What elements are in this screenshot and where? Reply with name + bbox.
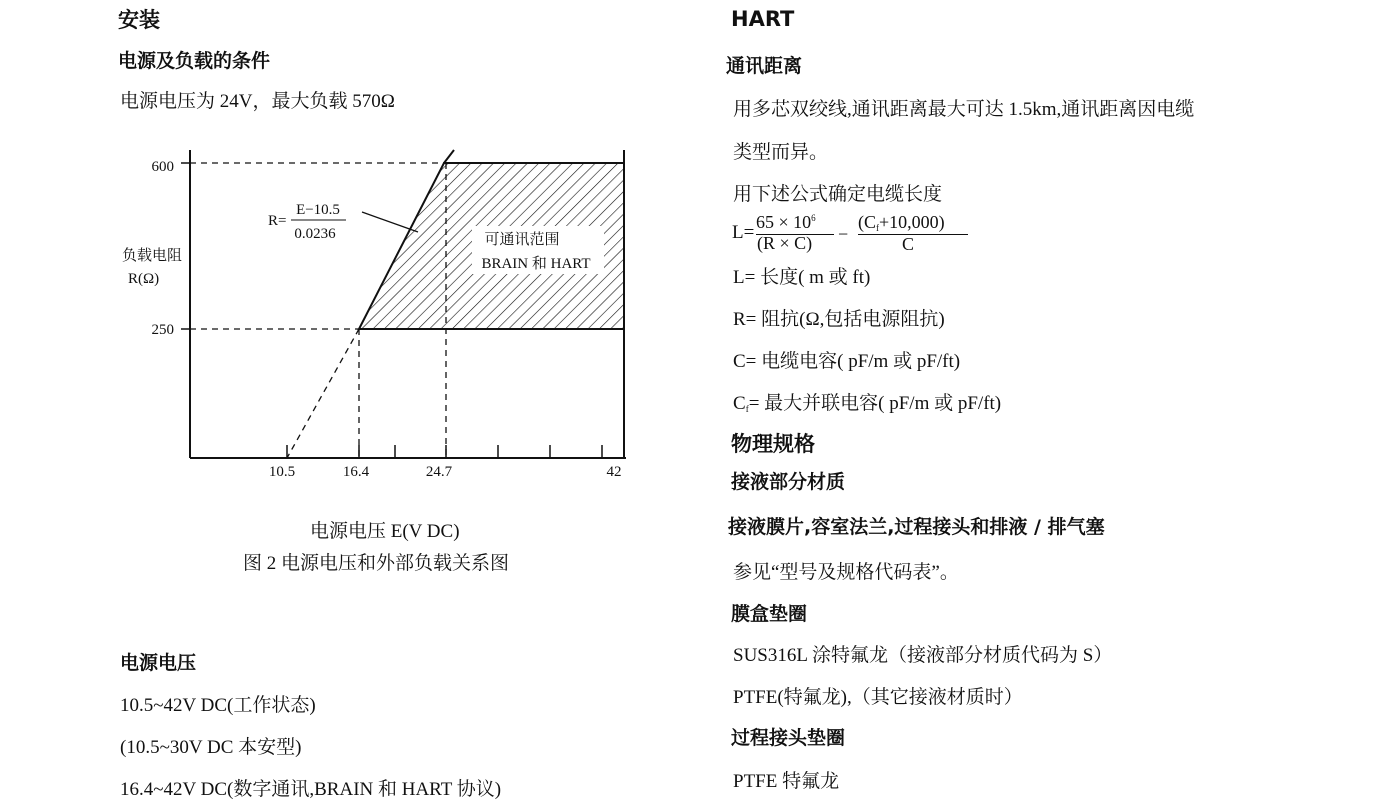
region-label-1: 可通讯范围 [484,232,560,248]
formula-num: E−10.5 [296,202,340,218]
install-title: 安装 [118,8,160,32]
def-c: C= 电缆电容( pF/m 或 pF/ft) [733,351,961,372]
formula-prefix: R= [268,213,287,229]
ylabel-2: R(Ω) [128,271,160,287]
capsule-gasket-heading: 膜盒垫圈 [731,603,808,625]
formula-frac1-num: $65 \times 10^6$ [756,212,816,232]
wetted-heading: 接液部分材质 [731,471,846,493]
process-gasket-heading: 过程接头垫圈 [731,727,846,749]
cable-length-formula [730,208,980,260]
xtick-24-7: 24.7 [425,464,453,480]
wetted-sub-heading: 接液膜片,容室法兰,过程接头和排液 / 排气塞 [728,516,1105,538]
formula-frac1-den: (R × C) [757,233,813,253]
ytick-600: 600 [151,159,174,175]
capsule-line-1: SUS316L 涂特氟龙（接液部分材质代码为 S） [733,645,1113,666]
formula-minus: − [838,224,849,244]
hart-title: HART [731,7,795,31]
distance-line-2: 类型而异。 [733,142,829,163]
def-cf: $C_f=$ 最大并联电容( pF/m 或 pF/ft) [733,393,1002,414]
voltage-line-1: 10.5~42V DC(工作状态) [120,695,316,716]
formula-l-prefix: L= [732,222,755,243]
figure-caption: 图 2 电源电压和外部负载关系图 [243,553,510,574]
def-r: R= 阻抗(Ω,包括电源阻抗) [733,309,945,330]
distance-heading: 通讯距离 [726,55,803,77]
def-l: L= 长度( m 或 ft) [733,267,871,288]
ytick-250: 250 [151,322,174,338]
figure-xlabel: 电源电压 E(V DC) [310,521,460,542]
formula-intro: 用下述公式确定电缆长度 [733,184,943,205]
xtick-16-4: 16.4 [342,464,370,480]
extrapolation-line [287,329,359,458]
voltage-line-2: (10.5~30V DC 本安型) [120,737,302,758]
formula-frac2-num: $(C_f+10,000)$ [858,212,945,233]
xtick-42: 42 [606,464,622,480]
distance-line-1: 用多芯双绞线,通讯距离最大可达 1.5km,通讯距离因电缆 [733,99,1195,120]
see-table: 参见“型号及规格代码表”。 [733,562,959,583]
capsule-line-2: PTFE(特氟龙),（其它接液材质时） [733,687,1023,708]
process-line-1: PTFE 特氟龙 [733,771,840,792]
region-label-2: BRAIN 和 HART [481,256,591,272]
formula-leader [362,212,418,232]
ylabel-1: 负载电阻 [122,248,183,264]
power-load-heading: 电源及负载的条件 [118,50,271,72]
physical-heading: 物理规格 [731,432,815,456]
voltage-heading: 电源电压 [120,652,197,674]
xtick-10-5: 10.5 [268,464,296,480]
voltage-load-figure [0,0,700,600]
voltage-line-3: 16.4~42V DC(数字通讯,BRAIN 和 HART 协议) [120,779,502,800]
power-desc: 电源电压为 24V，最大负载 570Ω [120,91,395,112]
formula-den: 0.0236 [294,226,336,242]
formula-frac2-den: C [902,234,915,254]
